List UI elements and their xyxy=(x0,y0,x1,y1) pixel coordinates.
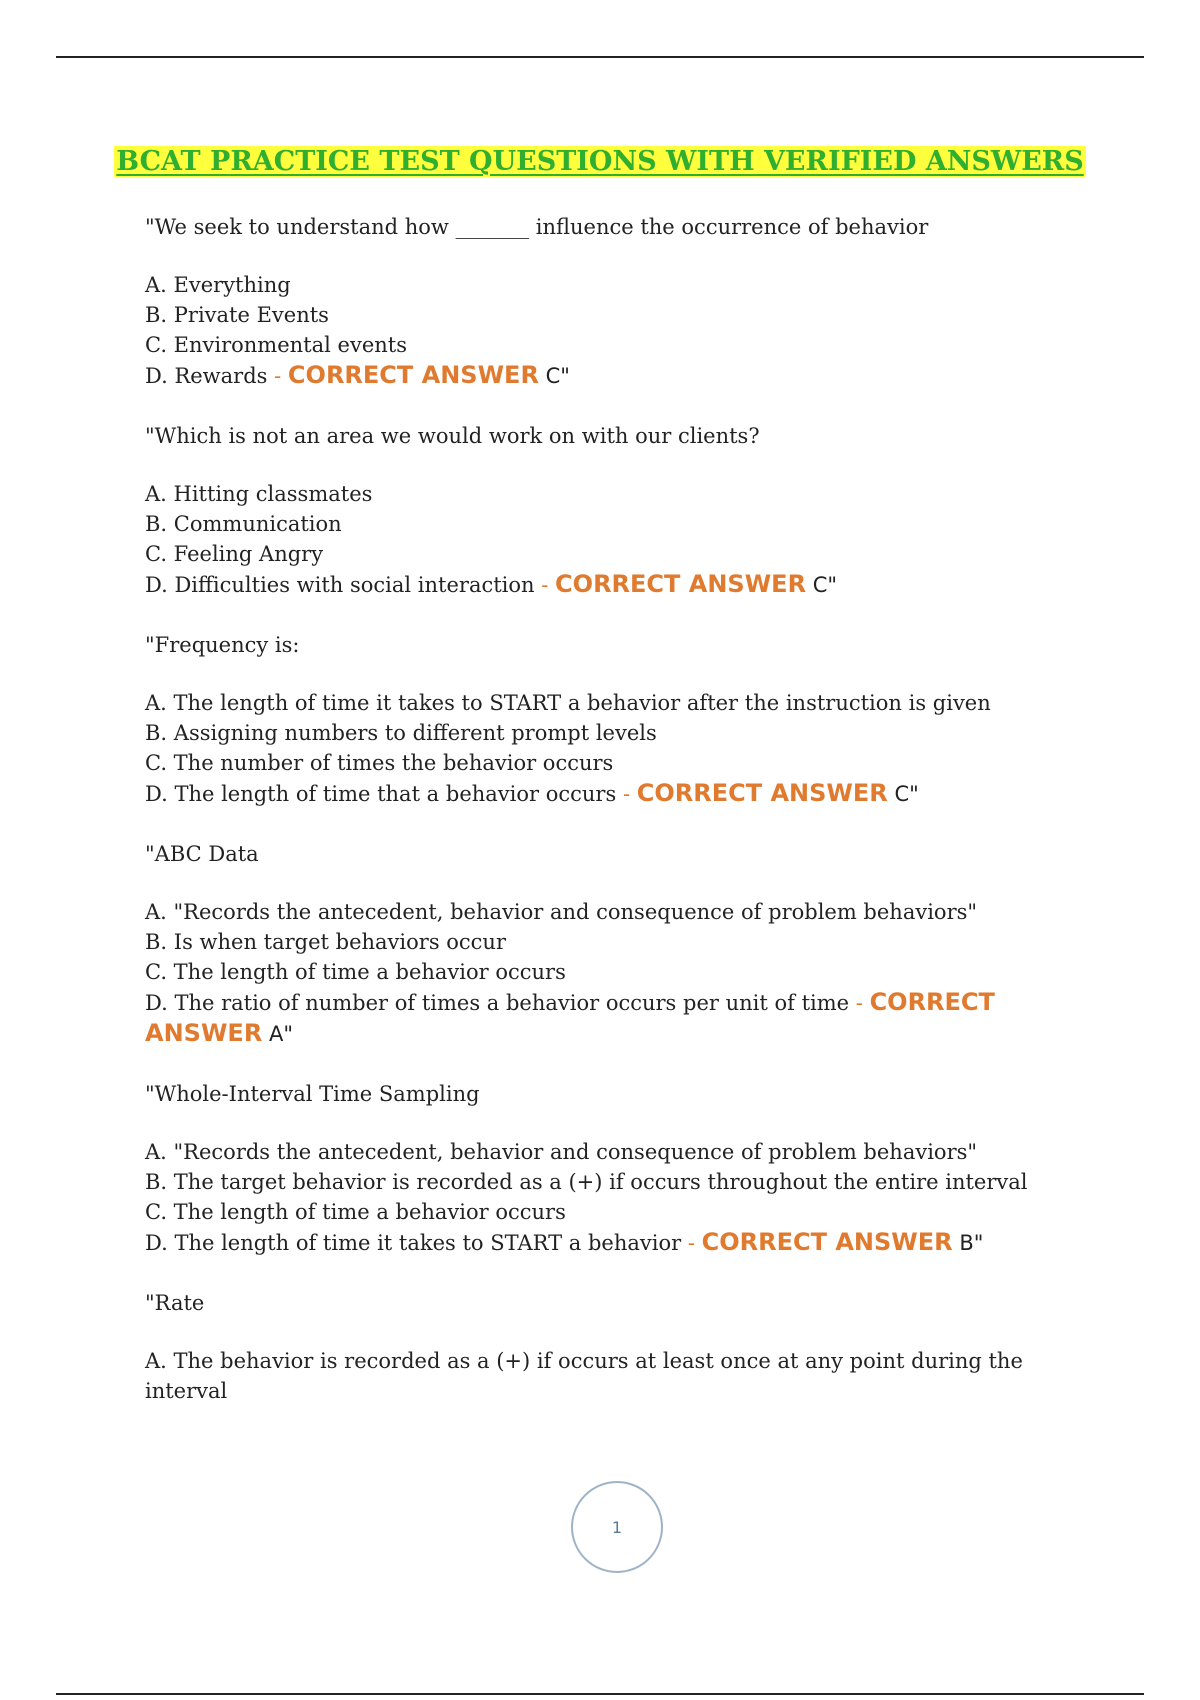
answer-letter: C" xyxy=(894,782,919,806)
answer-separator: - xyxy=(541,573,549,597)
option-item xyxy=(145,539,1105,569)
question-text: "Which is not an area we would work on with our clients? xyxy=(145,424,760,448)
question-block xyxy=(145,212,1105,391)
answer-separator: - xyxy=(274,364,282,388)
option-item xyxy=(145,270,1105,300)
option-text: C. The length of time a behavior occurs xyxy=(145,960,566,984)
option-item xyxy=(145,748,1105,778)
option-text: B. The target behavior is recorded as a (+) if occurs throughout the entire interval xyxy=(145,1170,1028,1194)
question-block xyxy=(145,1288,1105,1406)
option-item xyxy=(145,300,1105,330)
option-text: C. Environmental events xyxy=(145,333,407,357)
bottom-rule xyxy=(56,1693,1144,1695)
question-block xyxy=(145,839,1105,1049)
answer-separator: - xyxy=(855,991,863,1015)
option-text: B. Private Events xyxy=(145,303,329,327)
top-rule xyxy=(56,56,1144,58)
option-item xyxy=(145,1137,1105,1167)
question-block xyxy=(145,1079,1105,1258)
question-text: "Rate xyxy=(145,1291,205,1315)
option-text: D. The length of time that a behavior occurs xyxy=(145,782,617,806)
options-list xyxy=(145,479,1105,600)
option-text: B. Assigning numbers to different prompt levels xyxy=(145,721,657,745)
correct-answer-label: CORRECT ANSWER xyxy=(145,988,995,1047)
option-item xyxy=(145,1227,1105,1258)
question-block xyxy=(145,421,1105,600)
option-text: D. Difficulties with social interaction xyxy=(145,573,535,597)
option-text: C. Feeling Angry xyxy=(145,542,324,566)
options-list xyxy=(145,1346,1105,1406)
options-list xyxy=(145,270,1105,391)
option-item xyxy=(145,897,1105,927)
correct-answer-label: CORRECT ANSWER xyxy=(287,361,539,389)
option-item xyxy=(145,688,1105,718)
option-text: B. Communication xyxy=(145,512,342,536)
correct-answer-label: CORRECT ANSWER xyxy=(636,779,888,807)
correct-answer-label: CORRECT ANSWER xyxy=(555,570,807,598)
option-item xyxy=(145,569,1105,600)
option-text: A. "Records the antecedent, behavior and consequence of problem behaviors" xyxy=(145,1140,978,1164)
answer-letter: C" xyxy=(545,364,570,388)
question-block xyxy=(145,630,1105,809)
option-text: A. Hitting classmates xyxy=(145,482,373,506)
option-item xyxy=(145,1197,1105,1227)
option-text: D. The ratio of number of times a behavior occurs per unit of time xyxy=(145,991,850,1015)
options-list xyxy=(145,1137,1105,1258)
option-item xyxy=(145,987,1105,1049)
title-text: BCAT PRACTICE TEST QUESTIONS WITH VERIFIED ANSWERS xyxy=(116,146,1084,177)
option-text: C. The number of times the behavior occurs xyxy=(145,751,614,775)
answer-letter: C" xyxy=(812,573,838,597)
answer-letter: B" xyxy=(959,1231,984,1255)
page-number: 1 xyxy=(571,1481,663,1573)
options-list xyxy=(145,688,1105,809)
option-text: D. Rewards xyxy=(145,364,268,388)
document-title xyxy=(0,146,1200,177)
option-item xyxy=(145,509,1105,539)
option-item xyxy=(145,927,1105,957)
question-text: "We seek to understand how _______ influence the occurrence of behavior xyxy=(145,215,929,239)
option-item xyxy=(145,360,1105,391)
question-text: "Whole-Interval Time Sampling xyxy=(145,1082,480,1106)
answer-letter: A" xyxy=(268,1022,294,1046)
option-text: A. "Records the antecedent, behavior and consequence of problem behaviors" xyxy=(145,900,978,924)
questions-list xyxy=(145,212,1105,1436)
option-item xyxy=(145,1167,1105,1197)
options-list xyxy=(145,897,1105,1049)
option-item xyxy=(145,778,1105,809)
option-item xyxy=(145,718,1105,748)
option-item xyxy=(145,479,1105,509)
option-text: A. The length of time it takes to START a behavior after the instruction is given xyxy=(145,691,991,715)
option-item xyxy=(145,1346,1105,1406)
option-item xyxy=(145,957,1105,987)
correct-answer-label: CORRECT ANSWER xyxy=(701,1228,953,1256)
question-text: "ABC Data xyxy=(145,842,259,866)
answer-separator: - xyxy=(687,1231,695,1255)
question-text: "Frequency is: xyxy=(145,633,300,657)
option-text: B. Is when target behaviors occur xyxy=(145,930,506,954)
option-item xyxy=(145,330,1105,360)
option-text: C. The length of time a behavior occurs xyxy=(145,1200,566,1224)
option-text: D. The length of time it takes to START a behavior xyxy=(145,1231,682,1255)
answer-separator: - xyxy=(622,782,631,806)
option-text: A. Everything xyxy=(145,273,291,297)
option-text: A. The behavior is recorded as a (+) if occurs at least once at any point during the interval xyxy=(145,1349,1023,1403)
